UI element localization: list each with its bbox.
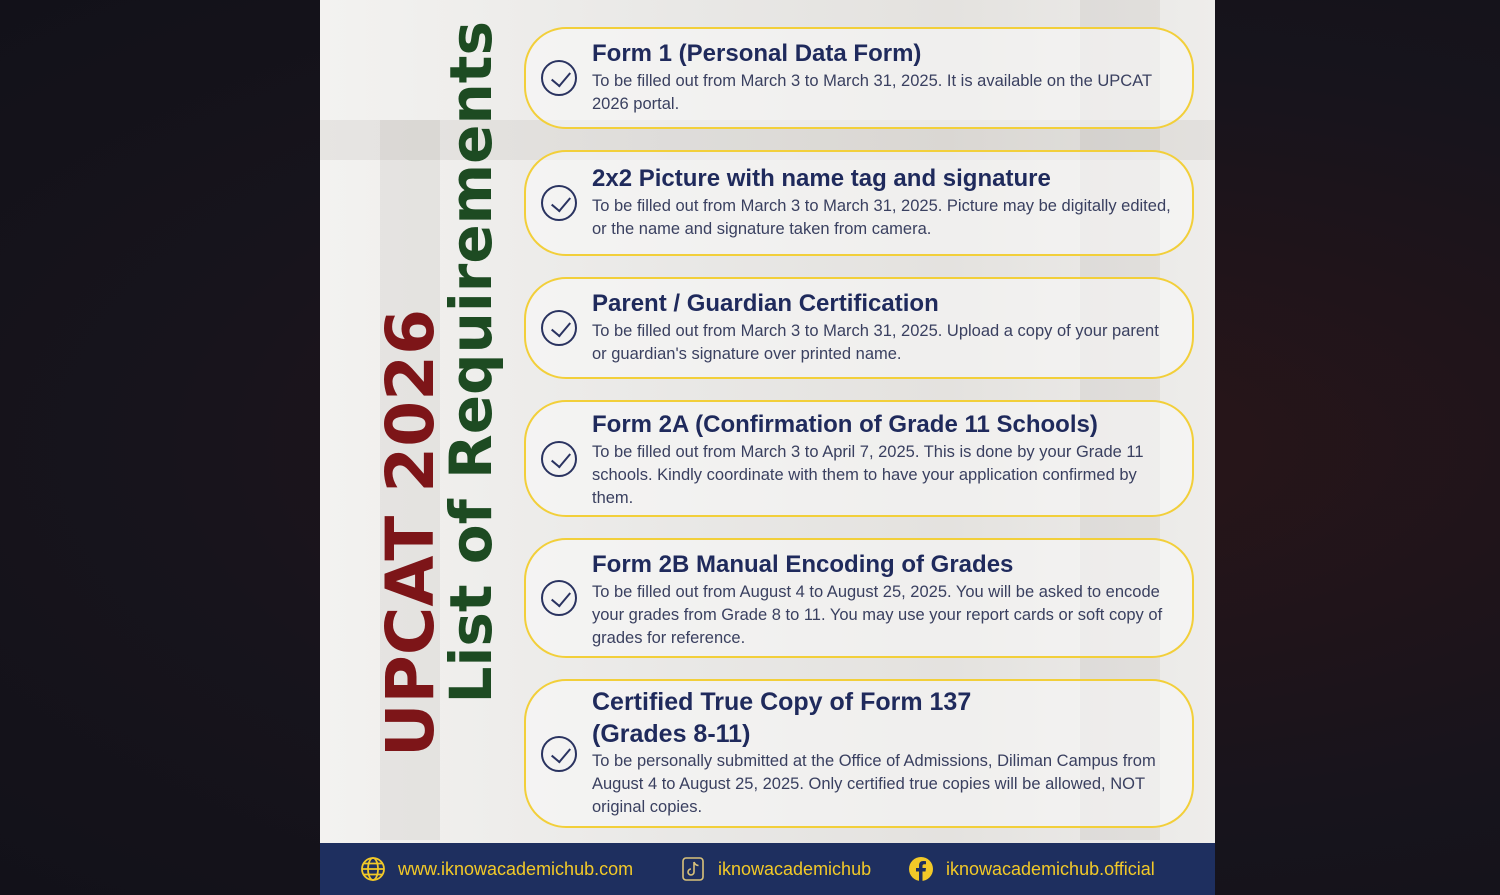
requirement-card (524, 27, 1194, 129)
requirement-title: Parent / Guardian Certification (592, 290, 939, 317)
requirement-card (524, 538, 1194, 658)
poster-title-upcat: UPCAT 2026 (372, 308, 449, 757)
requirement-description: To be filled out from August 4 to August 25, 2025. You will be asked to encode your grades from Grade 8 to 11. You may use your report cards or soft copy of grades for reference. (592, 583, 1163, 647)
requirement-description: To be personally submitted at the Office of Admissions, Diliman Campus from August 4 to August 25, 2025. Only certified true copies will be allowed, NOT original copies. (592, 752, 1156, 816)
checkmark-icon (541, 185, 577, 221)
facebook-icon (908, 856, 934, 882)
requirement-card (524, 277, 1194, 379)
facebook-text: iknowacademichub.official (946, 858, 1155, 879)
requirement-title: Form 2B Manual Encoding of Grades (592, 551, 1014, 578)
globe-icon (360, 856, 386, 882)
tiktok-icon (680, 856, 706, 882)
tiktok-text: iknowacademichub (718, 858, 872, 879)
requirement-description: To be filled out from March 3 to March 31, 2025. Picture may be digitally edited, or the name and signature taken from camera. (592, 197, 1171, 238)
footer-bar (320, 843, 1215, 895)
checkmark-icon (541, 441, 577, 477)
requirement-title: Form 2A (Confirmation of Grade 11 Schools) (592, 411, 1098, 438)
checkmark-icon (541, 310, 577, 346)
requirements-poster (320, 0, 1215, 895)
requirement-description: To be filled out from March 3 to March 31, 2025. Upload a copy of your parent or guardian's signature over printed name. (592, 322, 1159, 363)
requirement-description: To be filled out from March 3 to March 31, 2025. It is available on the UPCAT 2026 portal. (592, 72, 1152, 113)
checkmark-icon (541, 60, 577, 96)
requirement-title: Form 1 (Personal Data Form) (592, 40, 922, 67)
checkmark-icon (541, 736, 577, 772)
requirement-title: 2x2 Picture with name tag and signature (592, 165, 1051, 192)
checkmark-icon (541, 580, 577, 616)
requirement-card (524, 400, 1194, 517)
website-link[interactable] (360, 856, 633, 882)
requirement-card (524, 679, 1194, 828)
requirement-description: To be filled out from March 3 to April 7, 2025. This is done by your Grade 11 schools. Kindly coordinate with them to have your application confirmed by them. (592, 443, 1144, 507)
requirement-title: Certified True Copy of Form 137 (Grades 8-11) (592, 688, 972, 748)
facebook-link[interactable] (908, 856, 1155, 882)
website-text: www.iknowacademichub.com (398, 858, 634, 879)
poster-title-list: List of Requirements (437, 20, 505, 703)
tiktok-link[interactable] (680, 856, 871, 882)
requirement-card (524, 150, 1194, 256)
